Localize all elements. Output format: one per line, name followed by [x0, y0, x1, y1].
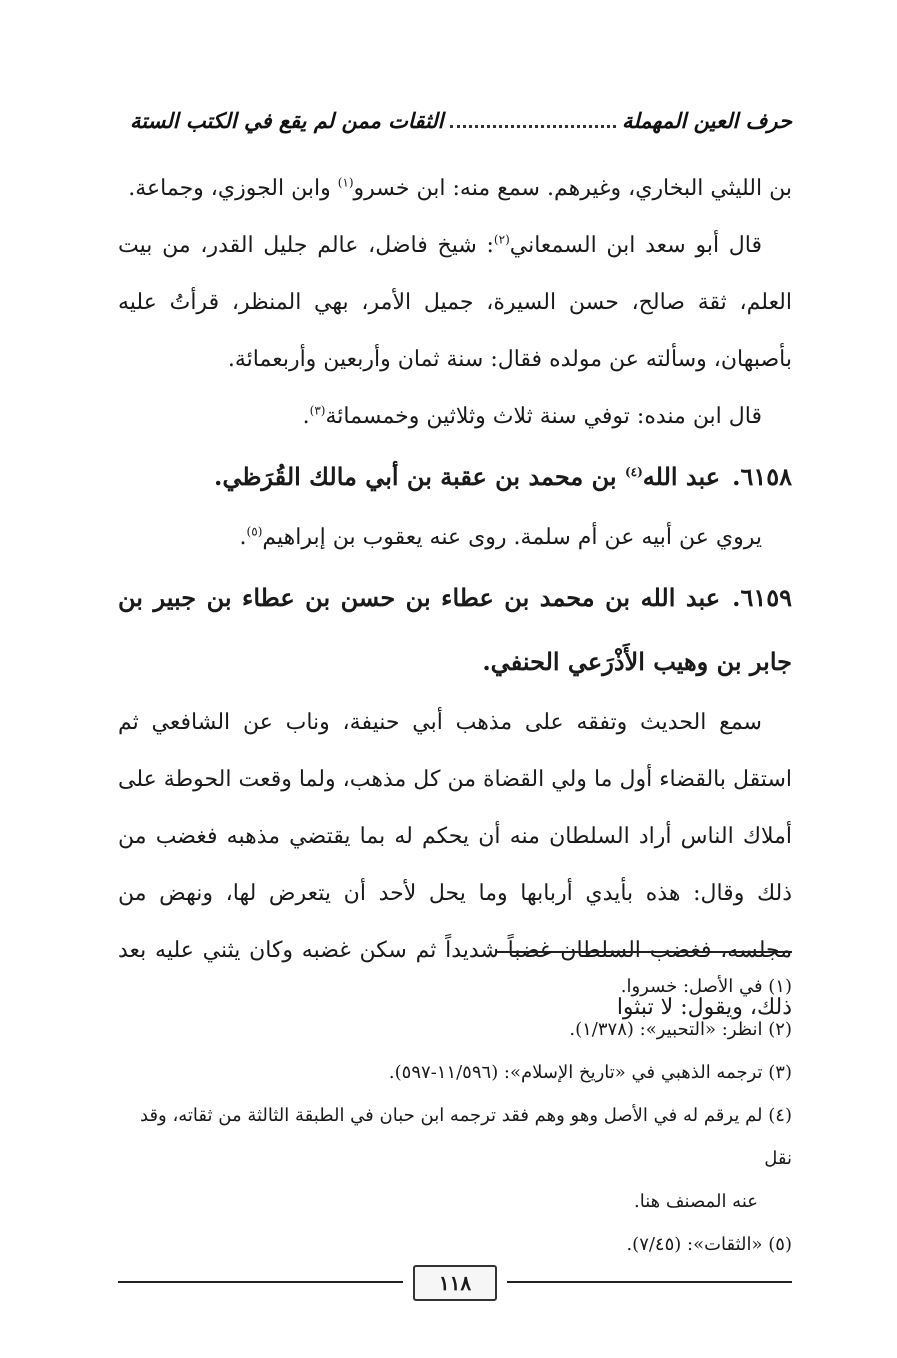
entry-number: ٦١٥٨. — [732, 462, 792, 491]
paragraph: يروي عن أبيه عن أم سلمة. روى عنه يعقوب بن إبراهيم$^{(٥)}$. — [239, 524, 762, 550]
footer-rule — [507, 1281, 792, 1283]
footnote-separator — [497, 951, 792, 953]
header-dotted-leader — [450, 113, 616, 128]
footnotes — [118, 965, 792, 1266]
footnote: (٤) لم يرقم له في الأصل وهو وهم فقد ترجمه ابن حبان في الطبقة الثالثة من ثقاته، وقد نقل — [140, 1105, 792, 1169]
header-chapter-title: حرف العين المهملة — [621, 107, 792, 133]
entry-heading: ٦١٥٩.عبد الله بن محمد بن عطاء بن حسن بن عطاء بن جبير بن جابر بن وهيب الأَذْرَعي الحنفي. — [118, 583, 792, 676]
footnote-marker[interactable]: (٥) — [246, 524, 263, 539]
footnote-continuation: عنه المصنف هنا. — [634, 1191, 758, 1212]
footnote-marker[interactable]: (٤) — [624, 465, 643, 479]
footnote-marker[interactable]: (٣) — [309, 403, 326, 418]
footnote: (١) في الأصل: خسروا. — [620, 976, 792, 997]
footnote: (٣) ترجمه الذهبي في «تاريخ الإسلام»: (١١/٥٩٦-٥٩٧). — [388, 1062, 792, 1083]
footnote-marker[interactable]: (٢) — [493, 232, 510, 247]
entry-heading: ٦١٥٨.عبد الله$^{(٤)}$ بن محمد بن عقبة بن أبي مالك القُرَظي. — [213, 462, 792, 491]
footnote: (٥) «الثقات»: (٧/٤٥). — [626, 1234, 792, 1255]
footnote: (٢) انظر: «التحبير»: (١/٣٧٨). — [569, 1019, 792, 1040]
main-text — [118, 160, 792, 1036]
paragraph: بن الليثي البخاري، وغيرهم. سمع منه: ابن خسرو$^{(١)}$ وابن الجوزي، وجماعة. — [128, 175, 792, 201]
paragraph: قال أبو سعد ابن السمعاني$^{(٢)}$: شيخ فاضل، عالم جليل القدر، من بيت العلم، ثقة صالح، حسن السيرة، جميل الأمر، بهي المنظر، قرأتُ عليه بأصبهان، وسألته عن مولده فقال: سنة ثمان وأربعين وأربعمائة. — [118, 232, 792, 372]
paragraph: سمع الحديث وتفقه على مذهب أبي حنيفة، وناب عن الشافعي ثم استقل بالقضاء أول ما ولي القضاة من كل مذهب، ولما وقعت الحوطة على أملاك الناس أراد السلطان منه أن يحكم له بما يقتضي مذهبه فغضب من ذلك وقال: هذه بأيدي أربابها وما يحل لأحد أن يتعرض لها، ونهض من مجلسه، فغضب السلطان غضباً شديداً ثم سكن غضبه وكان يثني عليه بعد ذلك، ويقول: لا تبثوا — [118, 710, 792, 1020]
paragraph: قال ابن منده: توفي سنة ثلاث وثلاثين وخمسمائة$^{(٣)}$. — [302, 403, 762, 429]
entry-number: ٦١٥٩. — [732, 583, 792, 612]
footer-rule — [118, 1281, 403, 1283]
footnote-marker[interactable]: (١) — [337, 175, 354, 190]
header-book-title: الثقات ممن لم يقع في الكتب الستة — [130, 107, 444, 133]
page-number: ١١٨ — [413, 1265, 497, 1301]
page-footer — [118, 1262, 792, 1302]
running-header — [130, 100, 792, 140]
